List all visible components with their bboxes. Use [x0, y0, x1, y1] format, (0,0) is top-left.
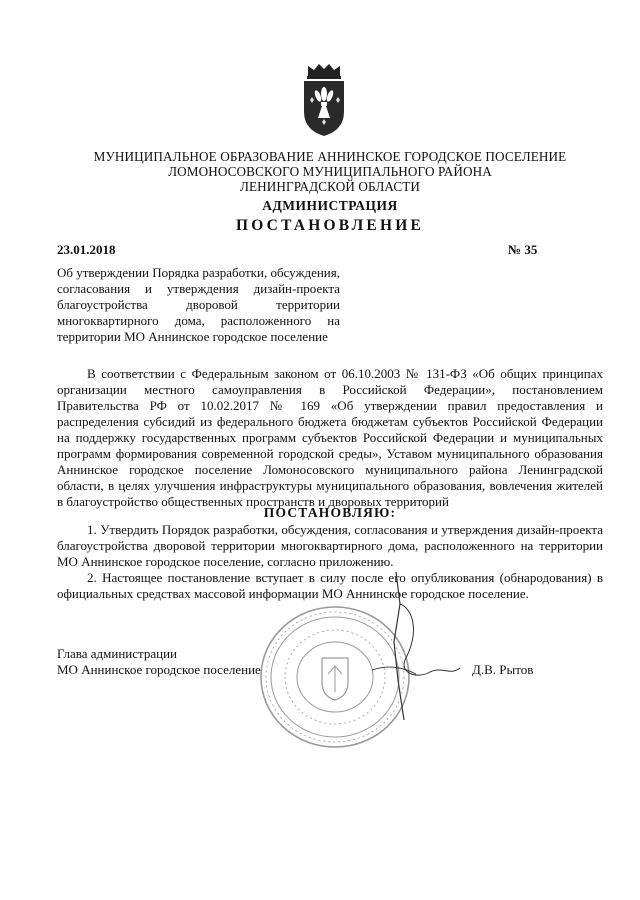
document-subject: Об утверждении Порядка разработки, обсуждения, согласования и утверждения дизайн-проекта благоустройства дворовой территории многоквартирного дома, расположенного на территории МО Аннинское городское поселение [57, 265, 340, 344]
handwritten-signature-icon [360, 560, 470, 730]
administration-heading: АДМИНИСТРАЦИЯ [262, 198, 398, 213]
org-line-2: ЛОМОНОСОВСКОГО МУНИЦИПАЛЬНОГО РАЙОНА [168, 164, 492, 179]
decree-item-1: 1. Утвердить Порядок разработки, обсуждения, согласования и утверждения дизайн-проекта благоустройства дворовой территории многоквартирного дома, расположенного на территории МО Аннинское городское поселение, согласно приложению. [57, 522, 603, 569]
org-line-1: МУНИЦИПАЛЬНОЕ ОБРАЗОВАНИЕ АННИНСКОЕ ГОРОДСКОЕ ПОСЕЛЕНИЕ [93, 149, 567, 164]
signatory-title-line-2: МО Аннинское городское поселение [57, 662, 261, 677]
organization-name [60, 149, 600, 194]
document-type-heading: ПОСТАНОВЛЕНИЕ [235, 217, 425, 234]
signatory-title-line-1: Глава администрации [57, 646, 178, 661]
signatory-name: Д.В. Рытов [472, 662, 534, 677]
preamble-paragraph: В соответствии с Федеральным законом от 06.10.2003 № 131-ФЗ «Об общих принципах организации местного самоуправления в Российской Федерации», постановлением Правительства РФ от 10.02.2017 № 169 «Об утверждении правил предоставления и распределения субсидий из федерального бюджета бюджетам субъектов Российской Федерации на поддержку государственных программ субъектов Российской Федерации и муниципальных программ формирования современной городской среды», Уставом муниципального образования Аннинское городское поселение Ломоносовского муниципального района Ленинградской области, в целях улучшения инфраструктуры муниципального образования, вовлечения жителей в благоустройство общественных пространств и дворовых территорий [57, 366, 603, 509]
document-number: № 35 [508, 242, 538, 257]
signatory-title [57, 646, 261, 678]
decree-item-2: 2. Настоящее постановление вступает в силу после его опубликования (обнародования) в официальных средствах массовой информации МО Аннинское городское поселение. [57, 570, 603, 601]
org-line-3: ЛЕНИНГРАДСКОЙ ОБЛАСТИ [239, 179, 421, 194]
coat-of-arms-icon [300, 62, 348, 138]
decree-heading: ПОСТАНОВЛЯЮ: [263, 505, 397, 520]
document-date: 23.01.2018 [57, 242, 116, 257]
decree-items [57, 522, 603, 602]
